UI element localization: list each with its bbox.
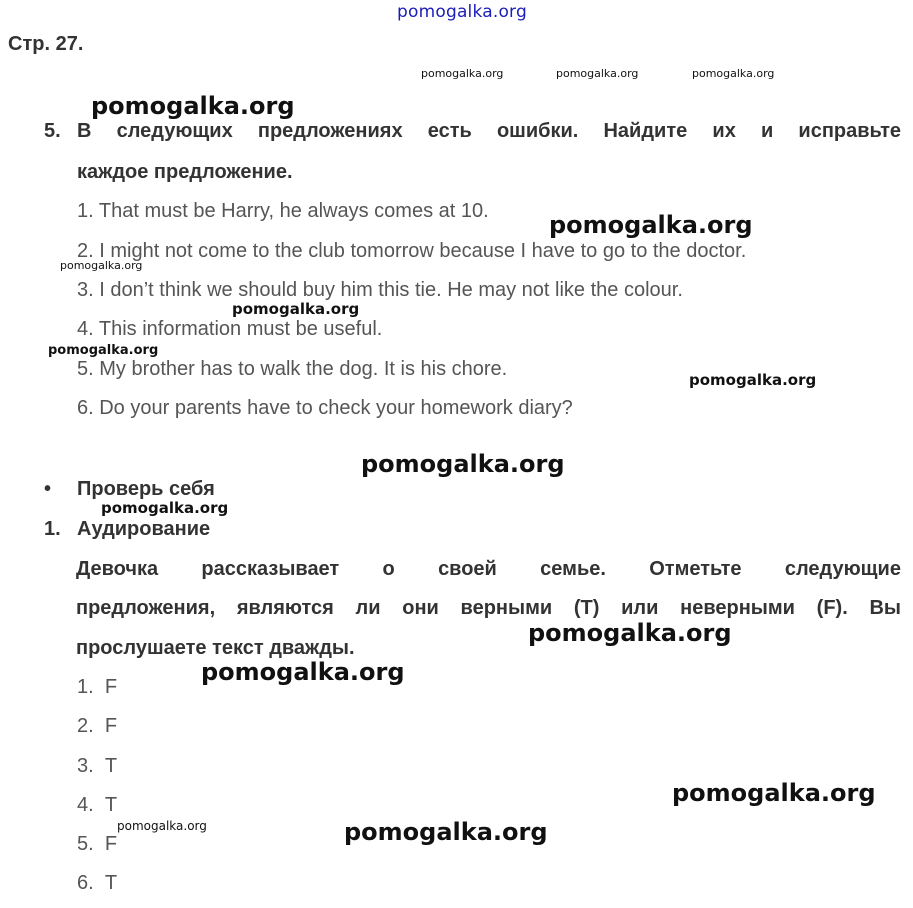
watermark: pomogalka.org — [689, 371, 817, 389]
answer-value: T — [104, 794, 118, 816]
answer-item — [77, 833, 117, 856]
exercise-title-line2: каждое предложение. — [77, 161, 293, 183]
exercise-title-line1 — [77, 120, 901, 143]
section-title: Проверь себя — [77, 478, 215, 500]
watermark: pomogalka.org — [344, 818, 548, 846]
watermark: pomogalka.org — [48, 343, 159, 358]
bullet-marker: • — [44, 478, 52, 500]
answer-item — [77, 715, 117, 738]
sentence-item: 4. This information must be useful. — [77, 318, 383, 340]
answer-number: 6. — [77, 872, 94, 894]
sentence-item: 2. I might not come to the club tomorrow because I have to go to the doctor. — [77, 240, 747, 262]
watermark: pomogalka.org — [549, 211, 753, 239]
instruction-word: предложения, — [76, 597, 216, 619]
instruction-word: следующие — [784, 558, 901, 580]
instruction-word: (F). — [816, 597, 848, 619]
sentence-item: 3. I don’t think we should buy him this tie. He may not like the colour. — [77, 279, 683, 301]
answer-number: 4. — [77, 794, 94, 816]
instruction-word: рассказывает — [201, 558, 340, 580]
title-word: и — [760, 120, 774, 142]
watermark: pomogalka.org — [101, 499, 229, 517]
answer-number: 2. — [77, 715, 94, 737]
task-number: 1. — [44, 518, 61, 540]
watermark: pomogalka.org — [421, 67, 504, 80]
watermark: pomogalka.org — [91, 92, 295, 120]
sentence-item: 1. That must be Harry, he always comes at 10. — [77, 200, 489, 222]
title-word: Найдите — [603, 120, 688, 142]
watermark: pomogalka.org — [201, 658, 405, 686]
page-label: Стр. 27. — [8, 33, 84, 55]
answer-value: F — [104, 833, 118, 855]
instruction-word: или — [621, 597, 659, 619]
answer-number: 3. — [77, 755, 94, 777]
title-word: предложениях — [257, 120, 403, 142]
answer-value: T — [104, 755, 118, 777]
answer-value: T — [104, 872, 118, 894]
answer-item — [77, 676, 117, 699]
watermark: pomogalka.org — [672, 779, 876, 807]
title-word: исправьте — [798, 120, 901, 142]
title-word: ошибки. — [496, 120, 579, 142]
answer-value: F — [104, 715, 118, 737]
instruction-word: являются — [236, 597, 334, 619]
sentence-item: 5. My brother has to walk the dog. It is his chore. — [77, 358, 508, 380]
answer-number: 5. — [77, 833, 94, 855]
answer-item — [77, 794, 117, 817]
watermark: pomogalka.org — [692, 67, 775, 80]
instruction-word: Отметьте — [649, 558, 742, 580]
answer-number: 1. — [77, 676, 94, 698]
exercise-number: 5. — [44, 120, 61, 142]
instruction-word: о — [382, 558, 395, 580]
title-word: следующих — [116, 120, 233, 142]
instruction-word: (T) — [573, 597, 600, 619]
answer-item — [77, 755, 117, 778]
instruction-word: ли — [355, 597, 381, 619]
task-title: Аудирование — [77, 518, 211, 540]
answer-item — [77, 872, 117, 895]
task-instruction-line2 — [76, 597, 901, 620]
watermark: pomogalka.org — [361, 450, 565, 478]
instruction-word: Вы — [869, 597, 901, 619]
watermark: pomogalka.org — [232, 300, 360, 318]
watermark: pomogalka.org — [60, 259, 143, 272]
title-word: есть — [427, 120, 472, 142]
sentence-item: 6. Do your parents have to check your homework diary? — [77, 397, 573, 419]
watermark: pomogalka.org — [556, 67, 639, 80]
watermark: pomogalka.org — [528, 619, 732, 647]
task-instruction-line3: прослушаете текст дважды. — [76, 637, 355, 659]
instruction-word: своей — [438, 558, 497, 580]
answer-value: F — [104, 676, 118, 698]
instruction-word: семье. — [540, 558, 606, 580]
instruction-word: верными — [460, 597, 553, 619]
title-word: В — [77, 120, 92, 142]
instruction-word: Девочка — [76, 558, 159, 580]
task-instruction-line1 — [76, 558, 901, 581]
watermark: pomogalka.org — [117, 819, 207, 833]
top-site-link[interactable]: pomogalka.org — [397, 2, 527, 22]
instruction-word: неверными — [680, 597, 795, 619]
instruction-word: они — [402, 597, 439, 619]
title-word: их — [712, 120, 736, 142]
